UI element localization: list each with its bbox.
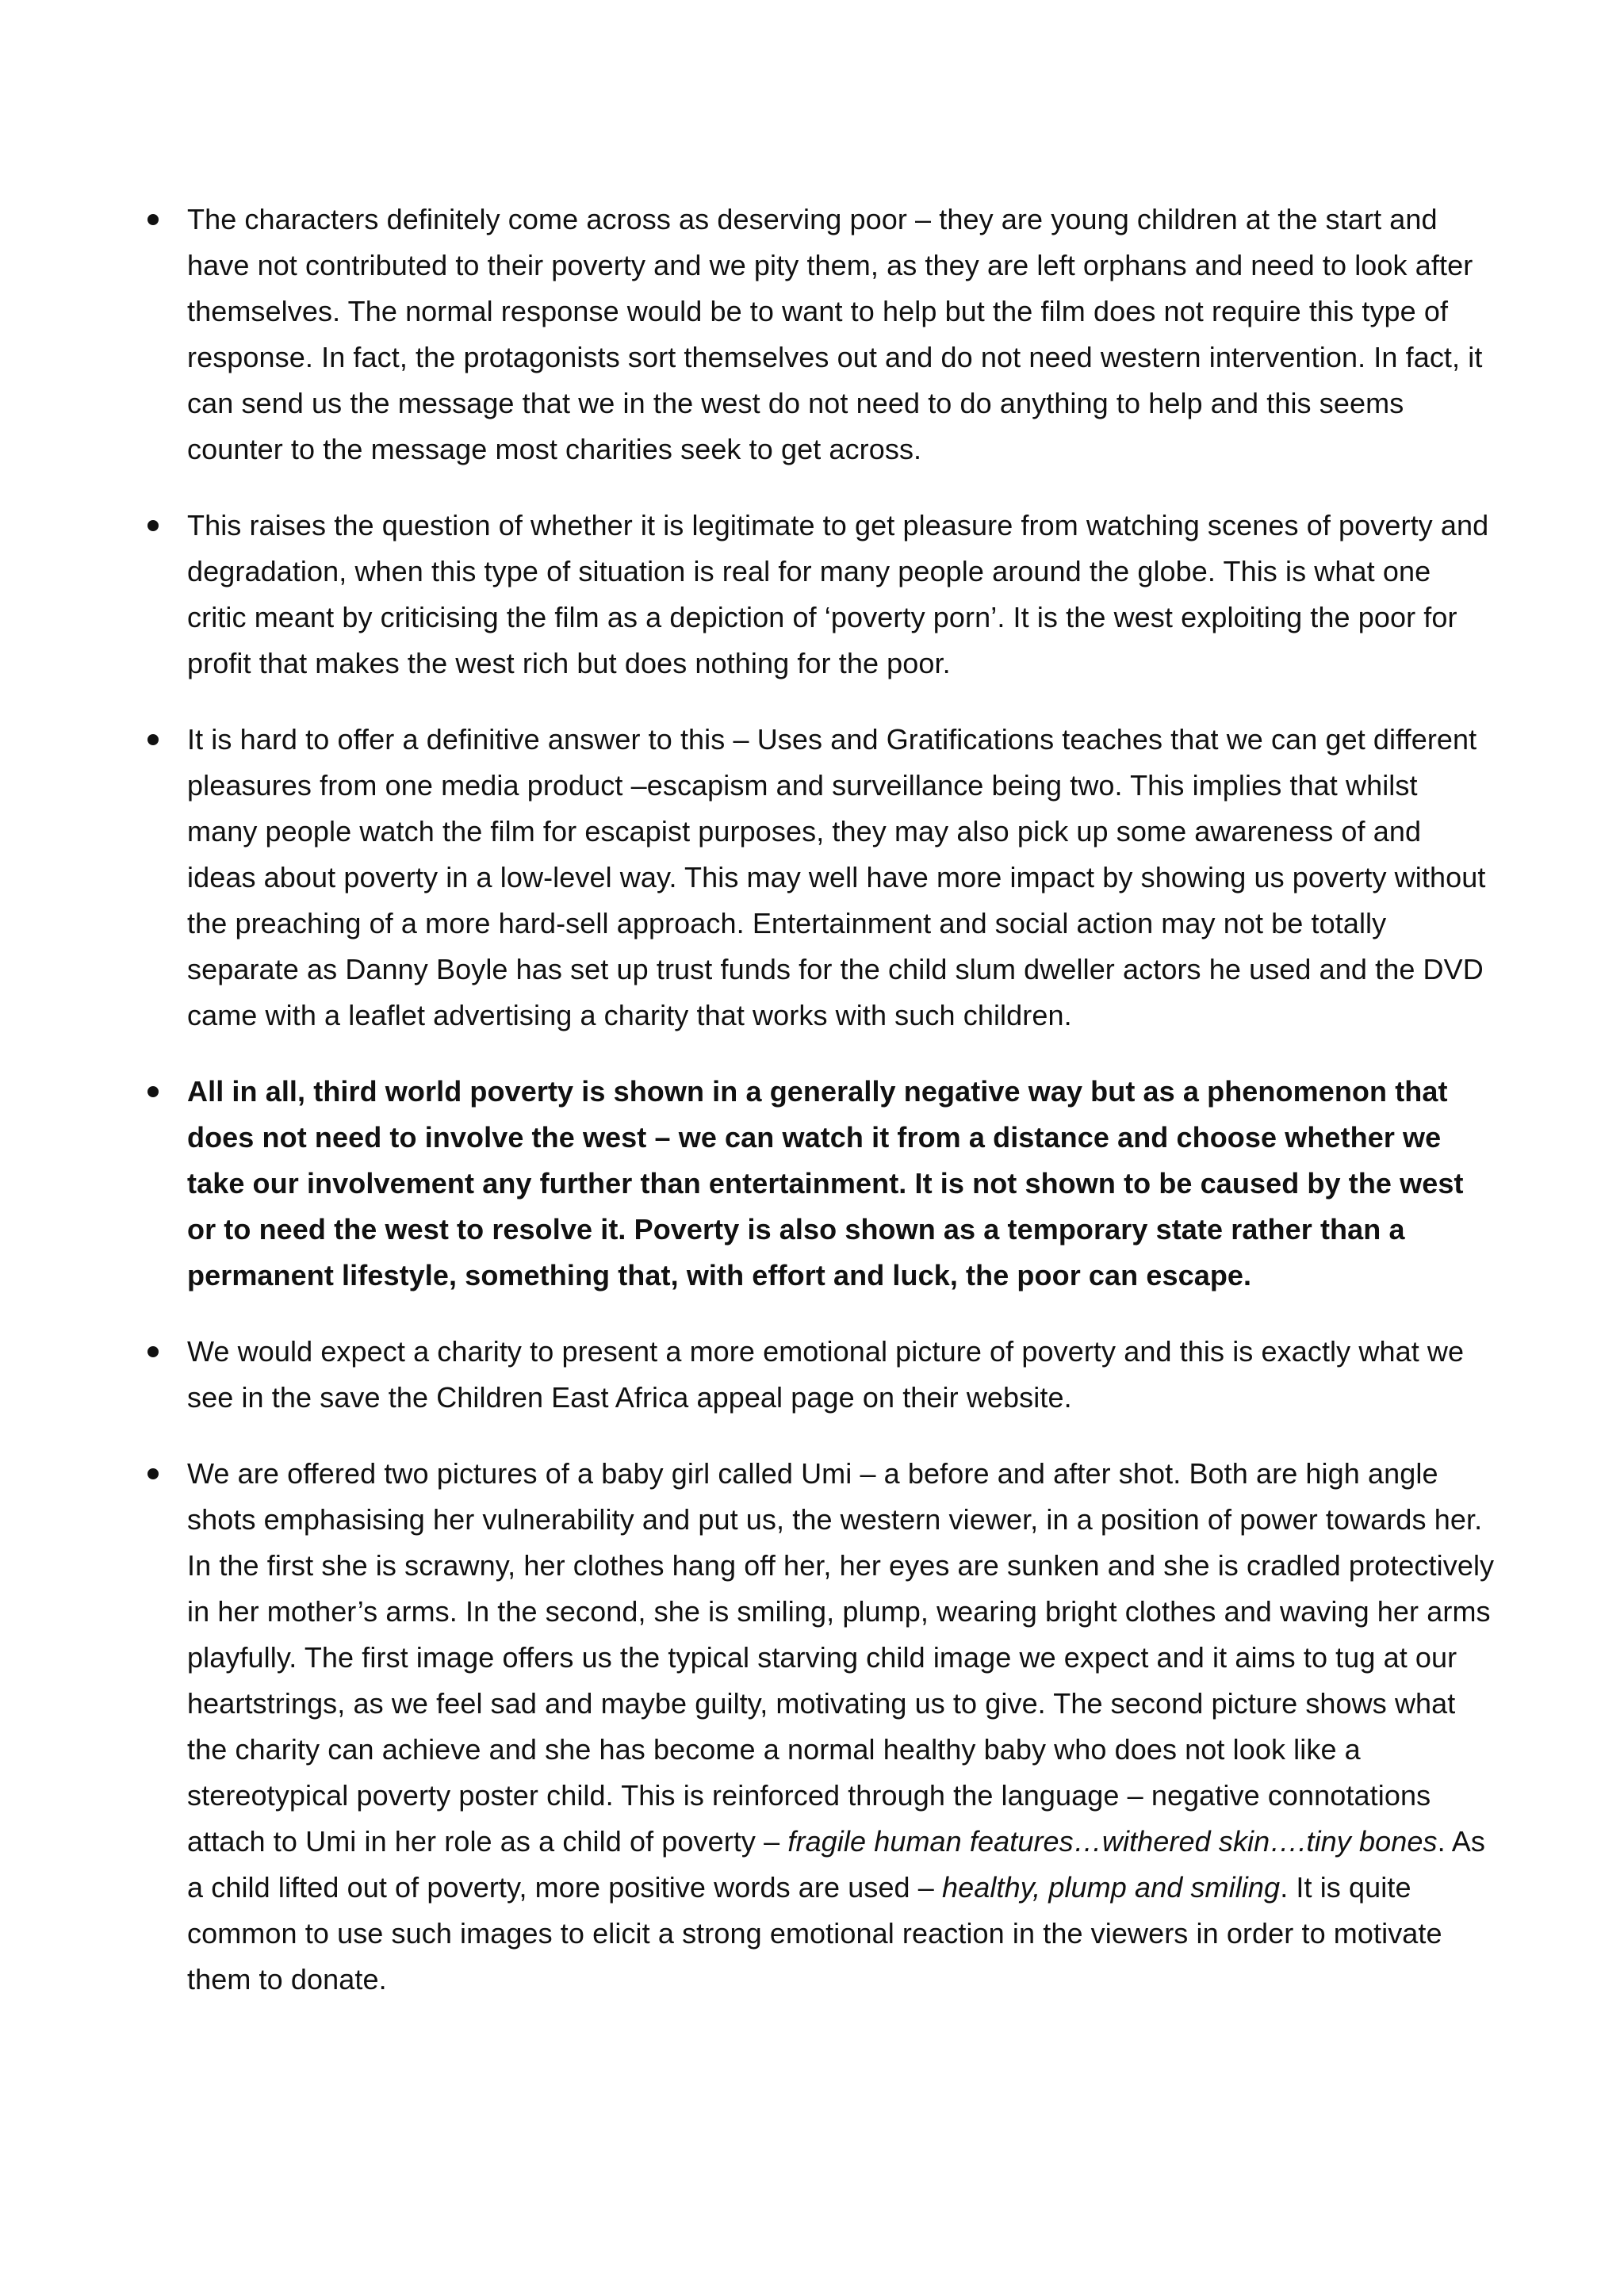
- paragraph-text-part-2: . As a child lifted out of poverty, more positive words are used –: [187, 1825, 1486, 1904]
- paragraph-text: The characters definitely come across as deserving poor – they are young children at the start and have not contributed to their poverty and we pity them, as they are left orphans and need to look after themselves. The normal response would be to want to help but the film does not require this type of response. In fact, the protagonists sort themselves out and do not need western intervention. In fact, it can send us the message that we in the west do not need to do anything to help and this seems counter to the message most charities seek to get across.: [187, 203, 1483, 465]
- bullet-list: [147, 197, 1496, 2033]
- paragraph-text: It is hard to offer a definitive answer to this – Uses and Gratifications teaches that we can get different pleasures from one media product –escapism and surveillance being two. This implies that whilst many people watch the film for escapist purposes, they may also pick up some awareness of and ideas about poverty in a low-level way. This may well have more impact by showing us poverty without the preaching of a more hard-sell approach. Entertainment and social action may not be totally separate as Danny Boyle has set up trust funds for the child slum dweller actors he used and the DVD came with a leaflet advertising a charity that works with such children.: [187, 723, 1486, 1031]
- paragraph-text-part-1: We are offered two pictures of a baby girl called Umi – a before and after shot. Both are high angle shots emphasising her vulnerability and put us, the western viewer, in a position of power towards her. In the first she is scrawny, her clothes hang off her, her eyes are sunken and she is cradled protectively in her mother’s arms. In the second, she is smiling, plump, wearing bright clothes and waving her arms playfully. The first image offers us the typical starving child image we expect and it aims to tug at our heartstrings, as we feel sad and maybe guilty, motivating us to give. The second picture shows what the charity can achieve and she has become a normal healthy baby who does not look like a stereotypical poverty poster child. This is reinforced through the language – negative connotations attach to Umi in her role as a child of poverty –: [187, 1457, 1495, 1858]
- summary-paragraph-text: All in all, third world poverty is shown in a generally negative way but as a phenomenon that does not need to involve the west – we can watch it from a distance and choose whether we take our involvement any further than entertainment. It is not shown to be caused by the west or to need the west to resolve it. Poverty is also shown as a temporary state rather than a permanent lifestyle, something that, with effort and luck, the poor can escape.: [187, 1075, 1464, 1292]
- bullet-item: [147, 1329, 1496, 1421]
- bullet-item: [147, 717, 1496, 1039]
- quoted-phrase-negative: fragile human features…withered skin….tiny bones: [787, 1825, 1438, 1858]
- bullet-dot-icon: [147, 214, 159, 225]
- paragraph-text: We would expect a charity to present a more emotional picture of poverty and this is exactly what we see in the save the Children East Africa appeal page on their website.: [187, 1335, 1465, 1414]
- quoted-phrase-positive: healthy, plump and smiling: [942, 1871, 1281, 1904]
- bullet-item: [147, 197, 1496, 473]
- bullet-item: [147, 503, 1496, 687]
- bullet-item: [147, 1451, 1496, 2003]
- bullet-dot-icon: [147, 734, 159, 745]
- bullet-dot-icon: [147, 1346, 159, 1357]
- paragraph-text: This raises the question of whether it is legitimate to get pleasure from watching scenes of poverty and degradation, when this type of situation is real for many people around the globe. This is what one critic meant by criticising the film as a depiction of ‘poverty porn’. It is the west exploiting the poor for profit that makes the west rich but does nothing for the poor.: [187, 509, 1489, 679]
- bullet-item-summary: [147, 1069, 1496, 1299]
- bullet-dot-icon: [147, 1086, 159, 1097]
- paragraph-text-part-3: . It is quite common to use such images to elicit a strong emotional reaction in the viewers in order to motivate them to donate.: [187, 1871, 1442, 1996]
- bullet-dot-icon: [147, 520, 159, 531]
- bullet-dot-icon: [147, 1468, 159, 1479]
